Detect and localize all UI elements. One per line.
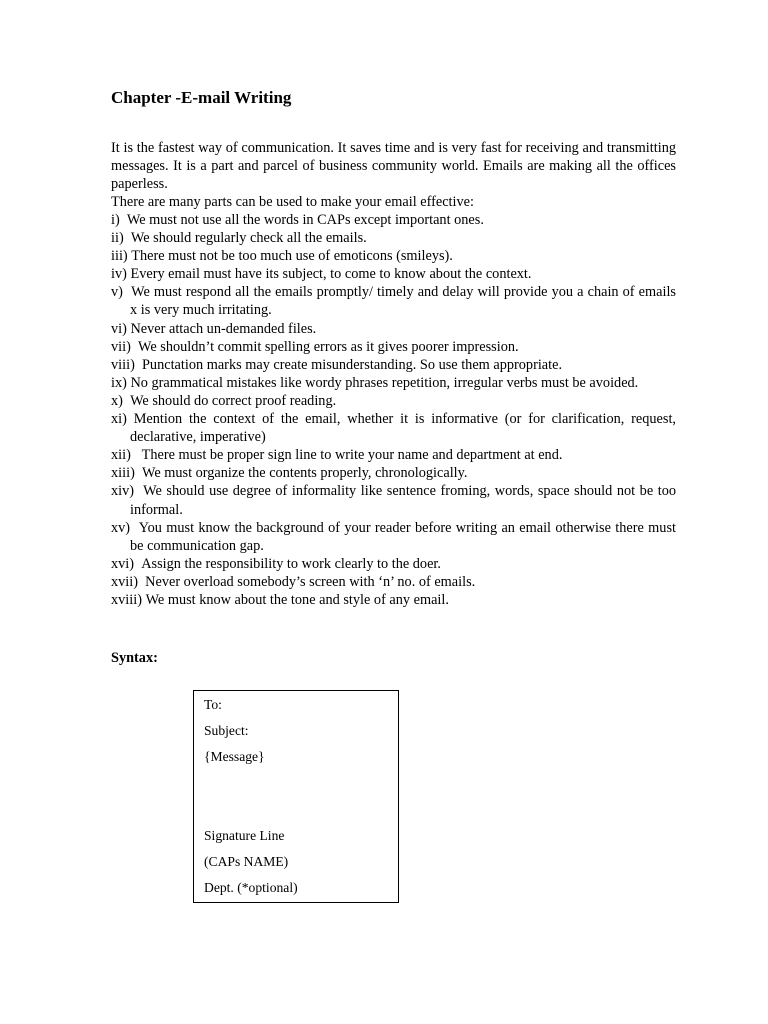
syntax-heading: Syntax: — [111, 650, 158, 666]
list-item-number: viii) — [111, 356, 135, 373]
list-item-text: We shouldn’t commit spelling errors as it gives poorer impression. — [138, 338, 519, 355]
email-syntax-box — [193, 690, 399, 903]
list-item-text: Mention the context of the email, whether it is informative (or for clarification, request, declarative, imperative) — [130, 411, 676, 446]
list-item — [111, 519, 676, 555]
rules-list — [111, 211, 676, 609]
list-item-number: xiii) — [111, 465, 135, 482]
list-item-text: No grammatical mistakes like wordy phrases repetition, irregular verbs must be avoided. — [130, 374, 639, 391]
list-item-number: xvi) — [111, 555, 135, 572]
list-item — [111, 356, 676, 374]
list-item-text: Assign the responsibility to work clearly to the doer. — [141, 555, 441, 572]
list-item — [111, 464, 676, 482]
list-item — [111, 265, 676, 283]
list-item-number: ii) — [111, 230, 124, 247]
list-item-number: iii) — [111, 248, 128, 265]
list-item-text: There must not be too much use of emoticons (smileys). — [131, 248, 453, 265]
list-item — [111, 374, 676, 392]
syntax-subject-line: Subject: — [204, 723, 249, 738]
intro-paragraph: It is the fastest way of communication. It saves time and is very fast for receiving and transmitting messages. It is a part and parcel of business community world. Emails are making all the offices paperless. — [111, 140, 676, 193]
list-item-text: Never attach un-demanded files. — [130, 320, 317, 337]
syntax-dept-line: Dept. (*optional) — [204, 880, 298, 895]
list-item-number: vii) — [111, 338, 131, 355]
page-title: Chapter -E-mail Writing — [111, 88, 292, 107]
list-item-text: We should use degree of informality like sentence froming, words, space should not be too informal. — [130, 483, 677, 518]
syntax-message-line: {Message} — [204, 749, 265, 764]
list-item-text: Every email must have its subject, to come to know about the context. — [130, 266, 532, 283]
list-item-number: ix) — [111, 374, 127, 391]
list-item — [111, 573, 676, 591]
list-item — [111, 338, 676, 356]
list-item — [111, 410, 676, 446]
list-item — [111, 446, 676, 464]
list-item-number: i) — [111, 212, 120, 228]
list-item-text: We should do correct proof reading. — [130, 392, 337, 409]
list-item-number: xv) — [111, 519, 131, 536]
list-item-text: Punctation marks may create misunderstanding. So use them appropriate. — [141, 356, 563, 373]
list-item-number: xiv) — [111, 483, 135, 500]
list-item-text: We must respond all the emails promptly/ timely and delay will provide you a chain of emails x is very much irritating. — [130, 284, 676, 319]
list-item — [111, 555, 676, 573]
syntax-signature-line: Signature Line — [204, 828, 285, 843]
list-item — [111, 591, 676, 609]
list-item-text: We must organize the contents properly, chronologically. — [141, 465, 468, 482]
syntax-to-line: To: — [204, 697, 222, 712]
list-item — [111, 247, 676, 265]
list-item-text: There must be proper sign line to write your name and department at end. — [141, 447, 563, 464]
list-item-text: You must know the background of your reader before writing an email otherwise there must be communication gap. — [130, 519, 676, 554]
list-item-number: x) — [111, 392, 123, 409]
syntax-caps-name-line: (CAPs NAME) — [204, 854, 289, 869]
list-item-number: v) — [111, 284, 123, 301]
list-item-text: Never overload somebody’s screen with ‘n’ no. of emails. — [145, 573, 476, 590]
list-item — [111, 482, 676, 518]
list-item-number: xvii) — [111, 573, 139, 590]
list-item — [111, 392, 676, 410]
list-item-text: We must know about the tone and style of any email. — [145, 591, 449, 608]
list-item — [111, 229, 676, 247]
list-item — [111, 320, 676, 338]
list-item-number: vi) — [111, 320, 127, 337]
list-item — [111, 211, 676, 229]
rules-lead-sentence: There are many parts can be used to make your email effective: — [111, 194, 474, 210]
list-item-number: xi) — [111, 411, 127, 428]
list-item-number: xviii) — [111, 591, 142, 608]
list-item-number: xii) — [111, 447, 131, 464]
list-item-text: We should regularly check all the emails. — [130, 230, 367, 247]
list-item-number: iv) — [111, 266, 127, 283]
list-item — [111, 283, 676, 319]
list-item-text: We must not use all the words in CAPs except important ones. — [126, 212, 484, 228]
